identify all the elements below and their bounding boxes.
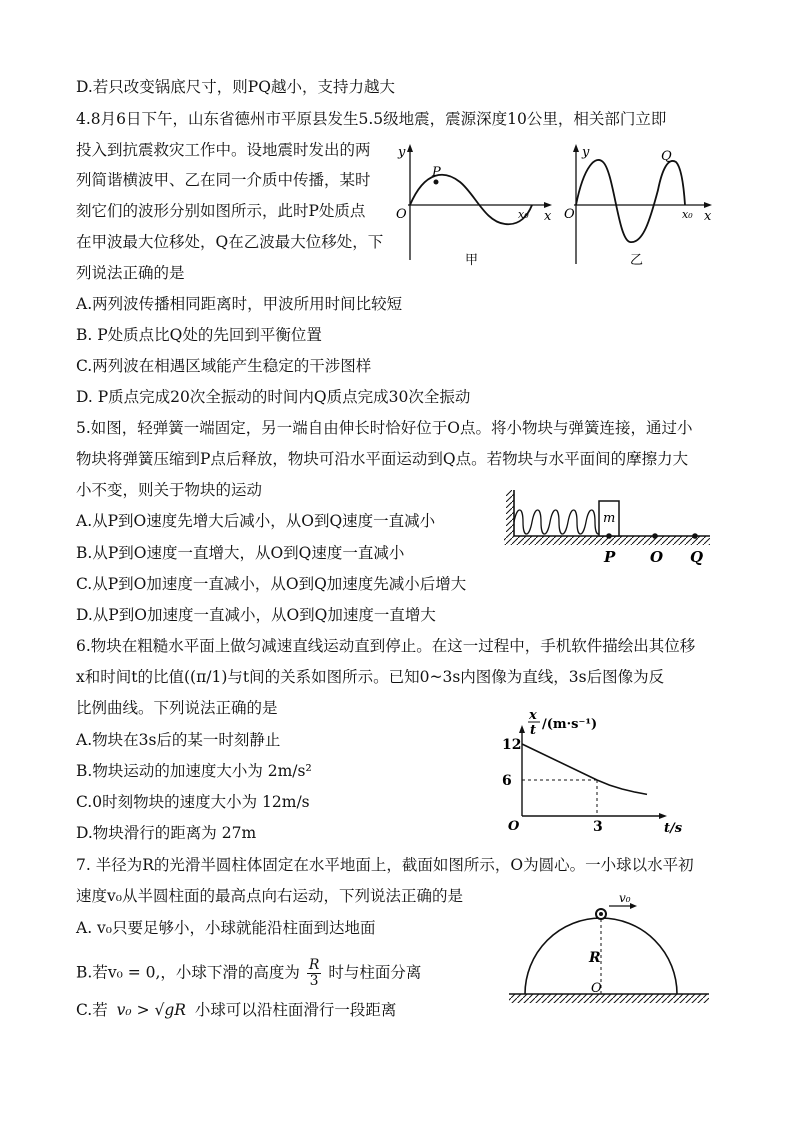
q7-fraction-num: R [308, 957, 320, 973]
q6-option-b: B.物块运动的加速度大小为 2m/s² [76, 762, 312, 780]
semicircle-o: O [591, 981, 602, 996]
q6-stem: 6.物块在粗糙水平面上做匀减速直线运动直到停止。在这一过程中，手机软件描绘出其位移 [76, 637, 696, 655]
chart-y-tick-label: 6 [502, 773, 512, 789]
jia-axis-y: y [398, 145, 406, 160]
yi-axis-x: x [704, 209, 712, 224]
jia-point-p: P [432, 165, 441, 180]
yi-axis-y: y [582, 145, 590, 160]
q6-option-a: A.物块在3s后的某一时刻静止 [76, 731, 281, 749]
chart-ylabel-unit: /(m·s⁻¹) [542, 717, 598, 732]
semicircle-v0: v₀ [619, 891, 631, 905]
q7-option-b [76, 958, 421, 989]
q7-option-b-pre: B.若v₀ = 0,，小球下滑的高度为 [76, 963, 300, 982]
xt-chart [498, 708, 710, 836]
q6-stem: x和时间t的比值((π/1)与t间的关系如图所示。已知0~3s内图像为直线，3s后图像为反 [76, 668, 665, 686]
q4-stem: 投入到抗震救灾工作中。设地震时发出的两 [76, 141, 371, 159]
q5-stem: 物块将弹簧压缩到P点后释放，物块可沿水平面运动到Q点。若物块与水平面间的摩擦力大 [76, 450, 689, 468]
yi-x0: x₀ [682, 208, 693, 221]
spring-figure [500, 484, 715, 566]
q7-option-c-post: 小球可以沿柱面滑行一段距离 [194, 1001, 397, 1019]
chart-linear-series [522, 744, 597, 780]
q6-option-c: C.0时刻物块的速度大小为 12m/s [76, 793, 310, 811]
chart-inverse-series [597, 780, 647, 794]
q5-stem: 5.如图，轻弹簧一端固定，另一端自由伸长时恰好位于O点。将小物块与弹簧连接，通过小 [76, 419, 693, 437]
yi-point-q: Q [661, 149, 672, 164]
q7-option-a: A. v₀只要足够小，小球就能沿柱面到达地面 [76, 919, 376, 937]
spring-label-q: Q [690, 548, 704, 566]
chart-y-tick-label: 12 [502, 737, 522, 753]
q3-option-d: D.若只改变锅底尺寸，则PQ越小，支持力越大 [76, 78, 395, 96]
wave-figure-yi [558, 140, 728, 270]
q4-stem: 刻它们的波形分别如图所示，此时P处质点 [76, 202, 366, 220]
q5-option-c: C.从P到O加速度一直减小，从O到Q加速度先减小后增大 [76, 575, 467, 593]
q4-stem: 列说法正确的是 [76, 264, 185, 282]
q4-option-d: D. P质点完成20次全振动的时间内Q质点完成30次全振动 [76, 388, 471, 406]
spring-label-o: O [650, 548, 664, 566]
q7-fraction-den: 3 [309, 973, 319, 989]
q4-option-b: B. P处质点比Q处的先回到平衡位置 [76, 326, 322, 344]
q6-stem: 比例曲线。下列说法正确的是 [76, 699, 278, 717]
q4-stem: 4.8月6日下午，山东省德州市平原县发生5.5级地震，震源深度10公里，相关部门立即 [76, 110, 667, 128]
q4-option-a: A.两列波传播相同距离时，甲波所用时间比较短 [76, 295, 403, 313]
q5-option-b: B.从P到O速度一直增大，从O到Q速度一直减小 [76, 544, 405, 562]
chart-xlabel: t/s [664, 821, 683, 836]
chart-x-arrow [659, 813, 667, 819]
jia-x0: x₀ [518, 208, 529, 221]
q7-option-c-pre: C.若 [76, 1001, 108, 1019]
chart-ylabel-num: x [529, 708, 537, 723]
wave-figure-jia [390, 140, 560, 270]
jia-caption: 甲 [465, 253, 479, 268]
spring-mass-label: m [603, 511, 616, 526]
chart-x-tick-label: 3 [593, 819, 603, 835]
q5-stem: 小不变，则关于物块的运动 [76, 481, 263, 499]
q7-stem: 速度v₀从半圆柱面的最高点向右运动，下列说法正确的是 [76, 887, 463, 905]
jia-axis-x: x [544, 209, 552, 224]
q7-option-c [76, 1000, 396, 1020]
semicircle-figure [505, 890, 715, 1008]
chart-ylabel-den: t [530, 723, 537, 738]
q4-stem: 列简谐横波甲、乙在同一介质中传播，某时 [76, 171, 371, 189]
q5-option-a: A.从P到O速度先增大后减小，从O到Q速度一直减小 [76, 512, 436, 530]
yi-caption: 乙 [630, 253, 644, 268]
q5-option-d: D.从P到O加速度一直减小，从O到Q加速度一直增大 [76, 606, 436, 624]
q7-stem: 7. 半径为R的光滑半圆柱体固定在水平地面上，截面如图所示，O为圆心。一小球以水平初 [76, 856, 694, 874]
q4-option-c: C.两列波在相遇区域能产生稳定的干涉图样 [76, 357, 372, 375]
semicircle-r: R [589, 950, 601, 966]
q4-stem: 在甲波最大位移处，Q在乙波最大位移处，下 [76, 233, 384, 251]
jia-origin: O [396, 207, 407, 222]
chart-y-arrow [519, 725, 525, 733]
q7-option-b-fraction [307, 958, 322, 989]
q6-option-d: D.物块滑行的距离为 27m [76, 824, 257, 842]
spring-label-p: P [604, 548, 616, 566]
q7-option-b-post: 时与柱面分离 [328, 963, 422, 982]
q7-option-c-formula: v₀ > √gR [116, 1001, 186, 1019]
yi-origin: O [564, 207, 575, 222]
chart-origin: O [508, 819, 520, 834]
